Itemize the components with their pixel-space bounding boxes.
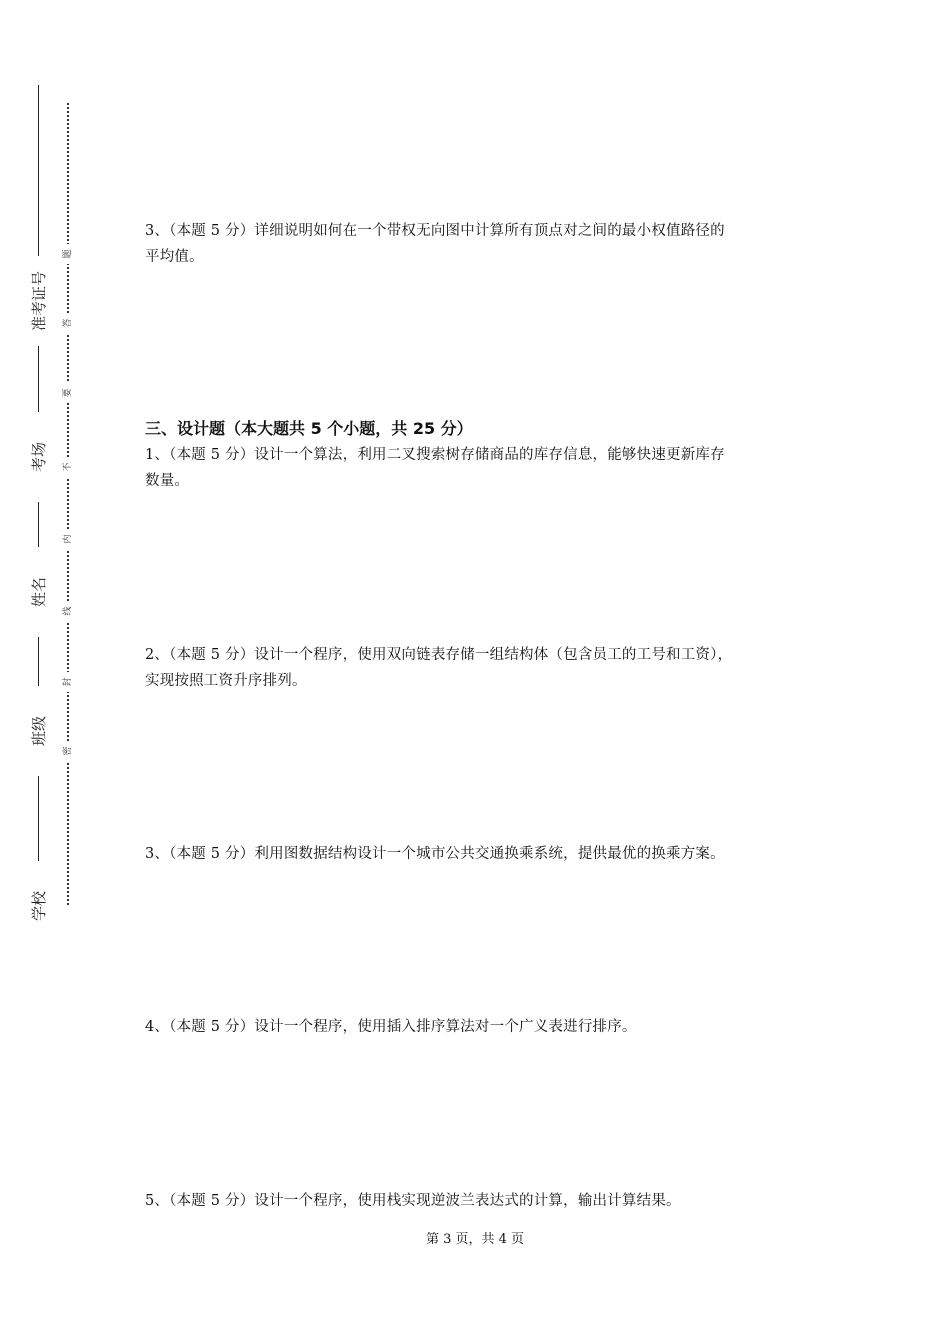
question-line: 4、（本题 5 分）设计一个程序，使用插入排序算法对一个广义表进行排序。 [145, 1019, 637, 1035]
label-school: 学校 [28, 861, 50, 951]
binding-solid-line [38, 85, 39, 920]
question-design-2 [145, 642, 810, 694]
question-line: 数量。 [145, 473, 190, 489]
seal-char-2: 答 [61, 313, 75, 333]
question-line: 3、（本题 5 分）利用图数据结构设计一个城市公共交通换乘系统，提供最优的换乘方案。 [145, 846, 725, 862]
question-prev-3 [145, 218, 810, 270]
question-line: 5、（本题 5 分）设计一个程序，使用栈实现逆波兰表达式的计算，输出计算结果。 [145, 1193, 681, 1209]
question-line: 1、（本题 5 分）设计一个算法，利用二叉搜索树存储商品的库存信息，能够快速更新库存 [145, 447, 725, 463]
question-line: 实现按照工资升序排列。 [145, 673, 307, 689]
seal-char-8: 密 [61, 741, 75, 761]
label-exam-number: 准考证号 [28, 256, 50, 346]
question-design-3 [145, 841, 810, 867]
seal-char-3: 要 [61, 383, 75, 403]
binding-dotted-line [67, 103, 69, 905]
question-design-5 [145, 1188, 810, 1214]
page-number: 第 3 页，共 4 页 [425, 1232, 525, 1247]
section-title: 三、设计题（本大题共 5 个小题，共 25 分） [145, 419, 473, 438]
seal-char-1: 题 [61, 244, 75, 264]
question-line: 3、（本题 5 分）详细说明如何在一个带权无向图中计算所有顶点对之间的最小权值路径的 [145, 223, 725, 239]
seal-char-5: 内 [61, 529, 75, 549]
seal-char-7: 封 [61, 672, 75, 692]
seal-char-4: 不 [61, 457, 75, 477]
question-design-4 [145, 1014, 810, 1040]
question-design-1 [145, 442, 810, 494]
label-class: 班级 [28, 686, 50, 776]
question-line: 平均值。 [145, 249, 204, 265]
label-exam-room: 考场 [28, 412, 50, 502]
label-name: 姓名 [28, 547, 50, 637]
seal-char-6: 线 [61, 601, 75, 621]
question-line: 2、（本题 5 分）设计一个程序，使用双向链表存储一组结构体（包含员工的工号和工资）， [145, 647, 733, 663]
